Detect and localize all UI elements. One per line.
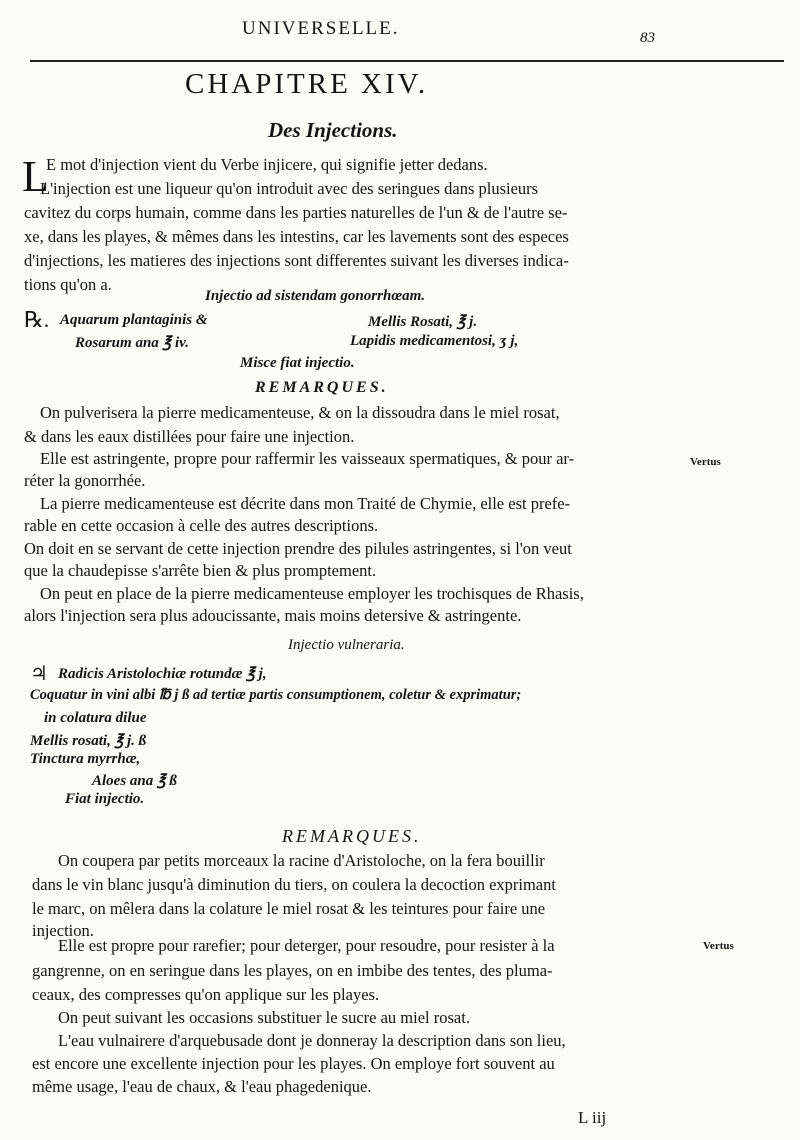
intro-line: tions qu'on a. <box>24 275 112 294</box>
ingredient: Aquarum plantaginis & <box>60 312 208 328</box>
remark-line: dans le vin blanc jusqu'à diminution du tiers, on coulera la decoction exprimant <box>32 875 556 894</box>
chapter-title: CHAPITRE XIV. <box>185 68 429 100</box>
remark-line: & dans les eaux distillées pour faire une injection. <box>24 427 355 446</box>
remark-line: injection. <box>32 921 94 940</box>
intro-line: E mot d'injection vient du Verbe injicere, qui signifie jetter dedans. <box>46 155 488 174</box>
ingredient: Radicis Aristolochiæ rotundæ ℥ j, <box>58 666 267 682</box>
remark-line: ceaux, des compresses qu'on applique sur les playes. <box>32 985 380 1004</box>
margin-note: Vertus <box>703 940 734 952</box>
remark-line: On coupera par petits morceaux la racine d'Aristoloche, on la fera bouillir <box>58 851 545 870</box>
remark-line: le marc, on mêlera dans la colature le miel rosat & les teintures pour faire une <box>32 899 546 918</box>
remark-line: On pulverisera la pierre medicamenteuse, & on la dissoudra dans le miel rosat, <box>40 403 560 422</box>
remark-line: alors l'injection sera plus adoucissante, mais moins detersive & astringente. <box>24 606 522 625</box>
remark-line: rable en cette occasion à celle des autres descriptions. <box>24 516 379 535</box>
ingredient: Tinctura myrrhæ, <box>30 751 141 767</box>
remark-line: est encore une excellente injection pour les playes. On employe fort souvent au <box>32 1054 555 1073</box>
ingredient: Lapidis medicamentosi, ʒ j, <box>350 333 519 349</box>
section-title: Des Injections. <box>268 118 398 142</box>
intro-line: d'injections, les matieres des injections sont differentes suivant les diverses indica- <box>24 251 569 270</box>
remark-line: On peut suivant les occasions substituer le sucre au miel rosat. <box>58 1008 470 1027</box>
header-rule <box>30 60 784 62</box>
remarks-heading: REMARQUES. <box>282 826 422 846</box>
margin-note: Vertus <box>690 456 721 468</box>
remarks-heading: REMARQUES. <box>255 379 389 396</box>
remark-line: que la chaudepisse s'arrête bien & plus promptement. <box>24 561 377 580</box>
ingredient: in colatura dilue <box>44 710 147 726</box>
ingredient: Mellis rosati, ℥ j. ß <box>30 733 147 749</box>
recipe-title: Injectio vulneraria. <box>288 637 405 653</box>
remark-line: Elle est propre pour rarefier; pour deterger, pour resoudre, pour resister à la <box>58 936 555 955</box>
recipe-instruction: Misce fiat injectio. <box>240 355 355 371</box>
ingredient: Rosarum ana ℥ iv. <box>75 335 189 351</box>
intro-line: L'injection est une liqueur qu'on introduit avec des seringues dans plusieurs <box>40 179 539 198</box>
remark-line: La pierre medicamenteuse est décrite dans mon Traité de Chymie, elle est prefe- <box>40 494 571 513</box>
recipe-symbol: ℞. <box>24 307 50 332</box>
ingredient: Mellis Rosati, ℥ j. <box>368 314 478 330</box>
remark-line: On doit en se servant de cette injection prendre des pilules astringentes, si l'on veut <box>24 539 572 558</box>
recipe-title: Injectio ad sistendam gonorrhœam. <box>205 288 426 304</box>
recipe-instruction: Fiat injectio. <box>65 791 145 807</box>
intro-line: cavitez du corps humain, comme dans les parties naturelles de l'un & de l'autre se- <box>24 203 568 222</box>
running-title: UNIVERSELLE. <box>242 18 400 39</box>
signature-mark: L iij <box>578 1108 607 1127</box>
recipe-symbol: ♃ <box>30 663 48 685</box>
ingredient: Aloes ana ℥ ß <box>92 773 177 789</box>
page-number: 83 <box>640 30 655 46</box>
remark-line: réter la gonorrhée. <box>24 471 146 490</box>
remark-line: gangrenne, on en seringue dans les playes, on en imbibe des tentes, des pluma- <box>32 961 553 980</box>
remark-line: même usage, l'eau de chaux, & l'eau phagedenique. <box>32 1077 372 1096</box>
remark-line: On peut en place de la pierre medicamenteuse employer les trochisques de Rhasis, <box>40 584 584 603</box>
remark-line: L'eau vulnairere d'arquebusade dont je donneray la description dans son lieu, <box>58 1031 566 1050</box>
intro-line: xe, dans les playes, & mêmes dans les intestins, car les lavements sont des especes <box>24 227 569 246</box>
drop-cap: L <box>22 152 49 201</box>
remark-line: Elle est astringente, propre pour raffermir les vaisseaux spermatiques, & pour ar- <box>40 449 575 468</box>
ingredient: Coquatur in vini albi ℔ j ß ad tertiæ partis consumptionem, coletur & exprimatur; <box>30 687 522 703</box>
